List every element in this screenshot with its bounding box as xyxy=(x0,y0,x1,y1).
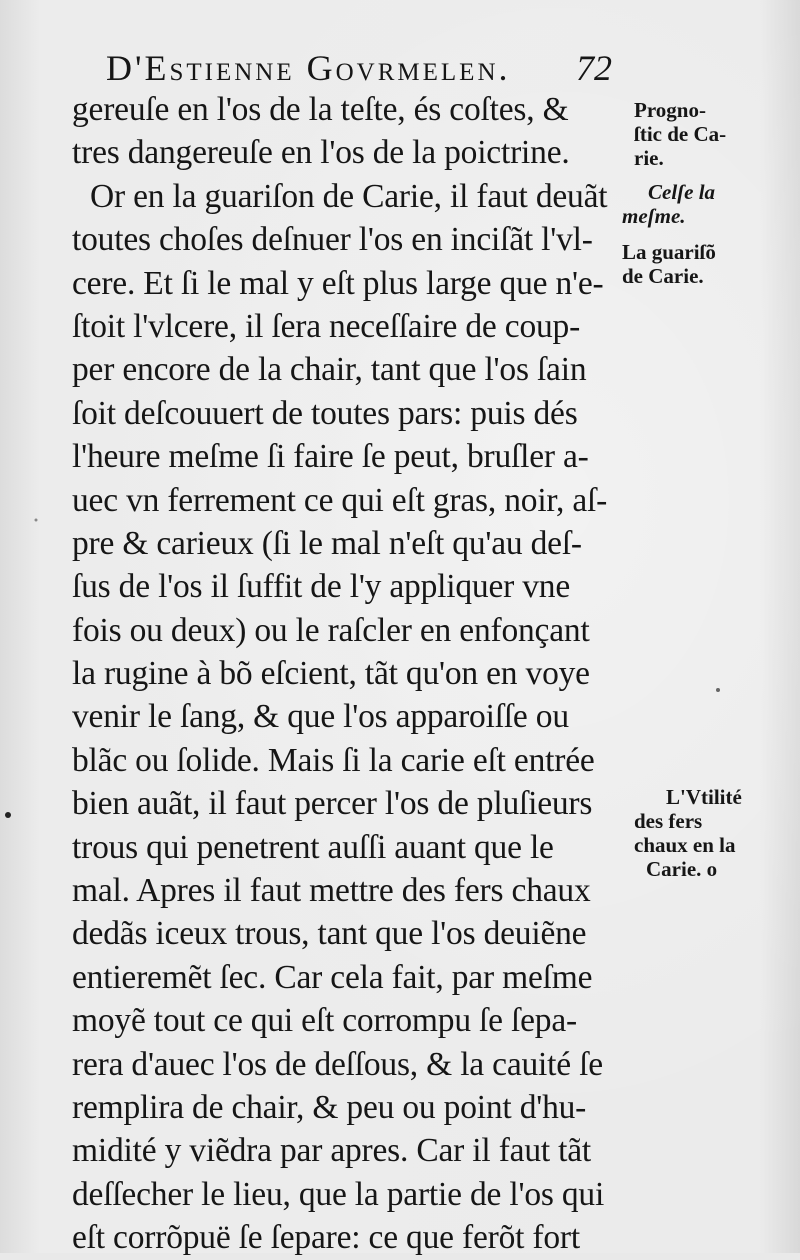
margin-note-line: ſtic de Ca- xyxy=(634,122,727,146)
text-line: ſus de l'os il ſuffit de l'y appliquer vne xyxy=(72,568,571,606)
text-line: ſtoit l'vlcere, il ſera neceſſaire de coup- xyxy=(72,307,581,345)
text-line: Or en la guariſon de Carie, il faut deuãt xyxy=(90,177,608,215)
text-line: tres dangereuſe en l'os de la poictrine. xyxy=(72,134,570,172)
text-line: venir le ſang, & que l'os apparoiſſe ou xyxy=(72,698,569,736)
text-line: midité y viẽdra par apres. Car il faut tãt xyxy=(72,1132,592,1170)
text-line: pre & carieux (ſi le mal n'eſt qu'au deſ- xyxy=(72,524,582,562)
text-line: gereuſe en l'os de la teſte, és coſtes, & xyxy=(72,91,569,128)
text-line: eſt corrõpuë ſe ſepare: ce que ferõt fort xyxy=(72,1219,580,1257)
margin-note-line: Celſe la xyxy=(648,180,716,204)
text-line: entieremẽt ſec. Car cela fait, par meſme xyxy=(72,958,593,996)
text-line: bien auãt, il faut percer l'os de pluſieurs xyxy=(72,785,593,823)
text-line: la rugine à bõ eſcient, tãt qu'on en voye xyxy=(72,655,590,693)
text-line: mal. Apres il faut mettre des fers chaux xyxy=(72,872,591,910)
text-line: rera d'auec l'os de deſſous, & la cauité ſe xyxy=(72,1045,603,1083)
text-line: l'heure meſme ſi faire ſe peut, bruſler a- xyxy=(72,438,589,476)
text-line: moyẽ tout ce qui eſt corrompu ſe ſepa- xyxy=(72,1002,577,1040)
ink-speck xyxy=(35,519,38,522)
ink-speck xyxy=(5,812,11,818)
margin-note-line: chaux en la xyxy=(634,833,736,857)
margin-note-line: L'Vtilité xyxy=(666,785,742,809)
text-line: uec vn ferrement ce qui eſt gras, noir, aſ- xyxy=(72,481,608,519)
text-line: toutes choſes deſnuer l'os en inciſãt l'vl- xyxy=(72,221,593,259)
margin-note-line: rie. xyxy=(634,146,664,170)
text-line: blãc ou ſolide. Mais ſi la carie eſt entrée xyxy=(72,741,595,779)
running-title: D'Estienne Govrmelen. xyxy=(106,48,511,88)
margin-note-line: de Carie. xyxy=(622,264,704,288)
text-line: fois ou deux) ou le raſcler en enfonçant xyxy=(72,611,590,649)
margin-note-line: des fers xyxy=(634,809,703,833)
text-line: remplira de chair, & peu ou point d'hu- xyxy=(72,1088,587,1126)
text-line: per encore de la chair, tant que l'os ſain xyxy=(72,351,587,389)
ink-speck xyxy=(716,688,720,692)
margin-note-line: Carie. o xyxy=(646,857,718,881)
text-line: trous qui penetrent auſſi auant que le xyxy=(72,828,554,866)
margin-note-line: meſme. xyxy=(622,204,686,228)
page-number: 72 xyxy=(576,48,612,88)
margin-note-line: La guariſõ xyxy=(622,240,716,264)
margin-note-line: Progno- xyxy=(634,98,706,122)
text-line: dedãs iceux trous, tant que l'os deuiẽne xyxy=(72,915,587,953)
text-line: deſſecher le lieu, que la partie de l'os qui xyxy=(72,1175,605,1213)
text-line: ſoit deſcouuert de toutes pars: puis dés xyxy=(72,394,578,432)
text-line: cere. Et ſi le mal y eſt plus large que n'e- xyxy=(72,264,604,302)
